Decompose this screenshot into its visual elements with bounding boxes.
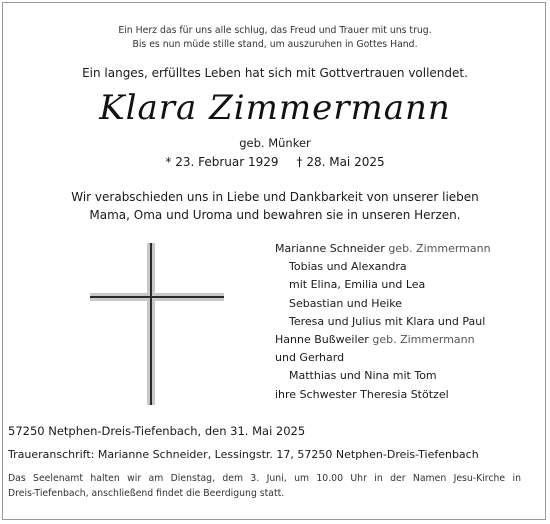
mourning-address: Traueranschrift: Marianne Schneider, Lessingstr. 17, 57250 Netphen-Dreis-Tiefenbach	[8, 448, 479, 461]
poem-line-2: Bis es nun müde stille stand, um auszuruhen in Gottes Hand.	[132, 39, 418, 50]
service-info	[8, 471, 521, 501]
mourner-marianne: Marianne Schneider geb. Zimmermann	[275, 242, 491, 255]
service-line-2: Dreis-Tiefenbach, anschließend findet die Beerdigung statt.	[8, 488, 285, 499]
farewell-line-2: Mama, Oma und Uroma und bewahren sie in unseren Herzen.	[89, 208, 461, 222]
place-and-date: 57250 Netphen-Dreis-Tiefenbach, den 31. Mai 2025	[8, 424, 306, 438]
farewell-line-1: Wir verabschieden uns in Liebe und Dankbarkeit von unserer lieben	[71, 190, 479, 204]
birth-name: geb. Münker	[239, 136, 311, 150]
poem-line-1: Ein Herz das für uns alle schlug, das Freud und Trauer mit uns trug.	[118, 25, 432, 36]
mourner-line: mit Elina, Emilia und Lea	[289, 278, 426, 292]
mourner-line: Matthias und Nina mit Tom	[289, 369, 437, 383]
mourner-hanne: Hanne Bußweiler geb. Zimmermann	[275, 333, 475, 347]
mourner-line: und Gerhard	[275, 351, 345, 365]
cross-icon	[90, 243, 224, 405]
motto: Ein langes, erfülltes Leben hat sich mit Gottvertrauen vollendet.	[82, 66, 468, 80]
deceased-name: Klara Zimmermann	[99, 88, 451, 128]
life-dates	[0, 155, 550, 169]
mourner-line: Sebastian und Heike	[289, 296, 403, 310]
birth-date: * 23. Februar 1929	[165, 155, 279, 169]
mourner-line: Tobias und Alexandra	[289, 260, 407, 274]
death-date: † 28. Mai 2025	[296, 155, 385, 169]
mourner-line: Teresa und Julius mit Klara und Paul	[289, 314, 486, 328]
service-line-1: Das Seelenamt halten wir am Dienstag, dem 3. Juni, um 10.00 Uhr in der Namen Jesu-Kirche in	[8, 473, 521, 484]
mourners-list	[275, 240, 491, 404]
mourner-line: ihre Schwester Theresia Stötzel	[275, 387, 449, 401]
